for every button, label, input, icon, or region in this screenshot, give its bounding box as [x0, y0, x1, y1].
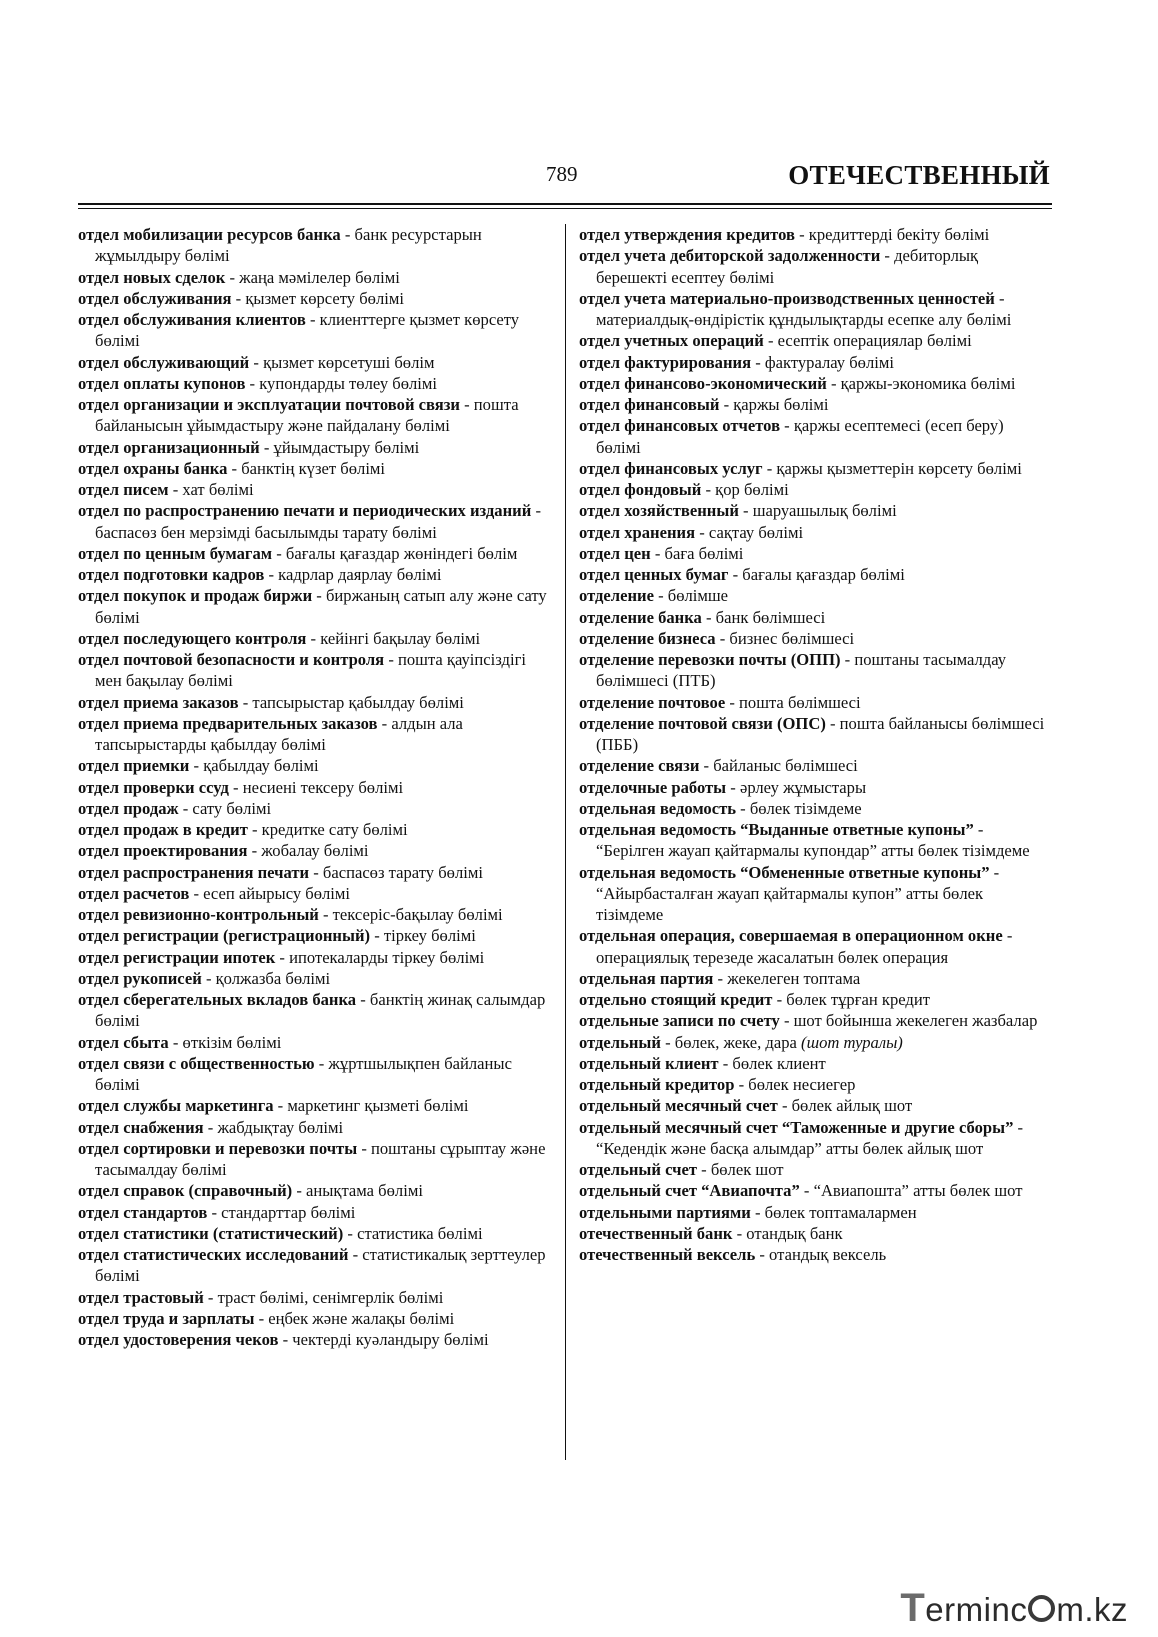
dictionary-entry: [78, 479, 554, 500]
entry-definition: - тексеріс-бақылау бөлімі: [318, 905, 503, 924]
entry-definition: - жекелеген топтама: [713, 968, 861, 988]
entry-note: (шот туралы): [801, 1032, 903, 1052]
dictionary-entry: [579, 1053, 1047, 1074]
dictionary-entry: [579, 330, 1047, 351]
entry-definition: - пошта байланысы бөлімшесі (ПББ): [596, 713, 1045, 754]
entry-definition: - кредитке сату бөлімі: [247, 820, 408, 839]
entry-definition: - банк бөлімшесі: [701, 607, 826, 627]
entry-definition: - купондарды төлеу бөлімі: [245, 373, 438, 393]
entry-term: отдельный: [579, 1032, 661, 1052]
entry-term: отдел приемки: [78, 756, 190, 776]
entry-term: отдел трастовый: [78, 1287, 204, 1307]
entry-term: отдел писем: [78, 480, 169, 499]
entry-definition: - дебиторлық берешекті есептеу бөлімі: [596, 246, 979, 287]
entry-term: отдел покупок и продаж биржи: [78, 586, 313, 606]
entry-definition: - бөлек тізімдеме: [736, 798, 862, 818]
entry-term: отдельными партиями: [579, 1202, 751, 1222]
entry-definition: - кадрлар даярлау бөлімі: [264, 565, 442, 584]
logo-text-ermin: ermin: [925, 1591, 1011, 1628]
entry-term: отделение банка: [579, 607, 702, 627]
entry-term: отделочные работы: [579, 777, 727, 797]
entry-term: отдел справок (справочный): [78, 1181, 293, 1201]
entry-definition: - қаржы есептемесі (есеп беру) бөлімі: [596, 416, 1004, 457]
dictionary-entry: [78, 543, 554, 564]
entry-definition: - банктің жинақ салымдар бөлімі: [95, 990, 546, 1031]
dictionary-entry: [579, 777, 1047, 798]
dictionary-entry: [579, 394, 1047, 415]
entry-definition: - қор бөлімі: [701, 480, 789, 499]
entry-definition: - кейінгі бақылау бөлімі: [306, 628, 481, 648]
entry-definition: - чектерді куәландыру бөлімі: [278, 1330, 489, 1349]
dictionary-entry: [579, 1032, 1047, 1053]
entry-definition: - отандық банк: [732, 1223, 843, 1243]
entry-definition: - тіркеу бөлімі: [370, 926, 476, 946]
entry-definition: - ипотекаларды тіркеу бөлімі: [275, 947, 485, 967]
dictionary-entry: [579, 819, 1047, 862]
entry-term: отдел проверки ссуд: [78, 777, 229, 797]
entry-definition: - қызмет көрсетуші бөлім: [249, 352, 435, 372]
entry-definition: - бөлек несиегер: [734, 1075, 856, 1094]
dictionary-entry: [78, 755, 554, 776]
logo-text-mkz: m.kz: [1056, 1591, 1128, 1628]
dictionary-entry: [579, 649, 1047, 692]
entry-definition: - бөлек топтамалармен: [750, 1202, 917, 1222]
dictionary-entry: [78, 1244, 554, 1287]
entry-definition: - баға бөлімі: [650, 543, 744, 563]
entry-term: отдельный клиент: [579, 1053, 719, 1073]
entry-definition: - шаруашылық бөлімі: [738, 501, 897, 521]
dictionary-entry: [78, 777, 554, 798]
dictionary-entry: [579, 245, 1047, 288]
dictionary-entry: [579, 479, 1047, 500]
entry-definition: - пошта қауіпсіздігі мен бақылау бөлімі: [95, 650, 526, 691]
entry-definition: - жабдықтау бөлімі: [203, 1117, 344, 1137]
entry-definition: - қаржы қызметтерін көрсету бөлімі: [762, 458, 1022, 478]
entry-term: отдел хозяйственный: [579, 501, 739, 521]
dictionary-entry: [78, 1202, 554, 1223]
entry-term: отдел мобилизации ресурсов банка: [78, 225, 341, 244]
dictionary-entry: [78, 500, 554, 543]
entry-term: отдельная ведомость: [579, 798, 736, 818]
entry-term: отдел распространения печати: [78, 862, 310, 882]
entry-term: отдел хранения: [579, 522, 696, 542]
entry-term: отдельный месячный счет “Таможенные и другие сборы”: [579, 1117, 1014, 1137]
dictionary-entry: [579, 713, 1047, 756]
entry-term: отдельный счет “Авиапочта”: [579, 1181, 800, 1201]
entry-definition: - бөлек шот: [697, 1160, 784, 1179]
entry-definition: - өткізім бөлімі: [168, 1032, 282, 1052]
entry-term: отдел удостоверения чеков: [78, 1330, 279, 1349]
dictionary-entry: [579, 1095, 1047, 1116]
entry-definition: - поштаны тасымалдау бөлімшесі (ПТБ): [596, 650, 1007, 691]
entry-definition: - биржаның сатып алу және сату бөлімі: [95, 586, 547, 627]
entry-term: отдел цен: [579, 543, 651, 563]
entry-definition: - қызмет көрсету бөлімі: [231, 288, 404, 308]
entry-definition: - кредиттерді бекіту бөлімі: [794, 225, 990, 244]
entry-definition: - шот бойынша жекелеген жазбалар: [779, 1011, 1038, 1031]
dictionary-entry: [78, 1329, 554, 1350]
right-column: [579, 224, 1047, 1265]
dictionary-entry: [78, 862, 554, 883]
entry-definition: - анықтама бөлімі: [292, 1181, 423, 1201]
dictionary-entry: [579, 607, 1047, 628]
entry-term: отечественный банк: [579, 1223, 733, 1243]
entry-term: отдел по ценным бумагам: [78, 543, 273, 563]
entry-definition: - бөлек клиент: [718, 1053, 826, 1073]
entry-term: отдельная операция, совершаемая в операционном окне: [579, 926, 1003, 946]
logo-text-c: c: [1010, 1591, 1028, 1628]
dictionary-entry: [579, 1223, 1047, 1244]
entry-term: отдел приема заказов: [78, 692, 239, 712]
entry-term: отдел охраны банка: [78, 458, 228, 478]
page-number: 789: [546, 162, 578, 186]
entry-term: отдел почтовой безопасности и контроля: [78, 650, 385, 669]
dictionary-entry: [78, 267, 554, 288]
entry-definition: - бизнес бөлімшесі: [715, 628, 855, 648]
dictionary-entry: [78, 692, 554, 713]
entry-definition: - статистикалық зерттеулер бөлімі: [95, 1245, 546, 1286]
entry-term: отдельная партия: [579, 968, 714, 988]
entry-term: отдельный месячный счет: [579, 1096, 778, 1116]
entry-term: отдельная ведомость “Выданные ответные купоны”: [579, 820, 974, 839]
entry-term: отечественный вексель: [579, 1245, 756, 1264]
entry-term: отдел учета материально-производственных ценностей: [579, 288, 995, 308]
entry-term: отдел последующего контроля: [78, 628, 307, 648]
logo-letter-t: T: [900, 1586, 926, 1630]
entry-definition: - баспасөз бен мерзімді басылымды тарату бөлімі: [95, 501, 541, 542]
dictionary-entry: [579, 1074, 1047, 1095]
dictionary-entry: [579, 692, 1047, 713]
dictionary-entry: [78, 352, 554, 373]
entry-definition: - “Кедендік және басқа алымдар” атты бөлек айлық шот: [596, 1117, 1024, 1158]
entry-definition: - пошта байланысын ұйымдастыру және пайдалану бөлімі: [95, 395, 519, 436]
entry-term: отдел подготовки кадров: [78, 565, 265, 584]
dictionary-entry: [579, 1117, 1047, 1160]
dictionary-entry: [579, 628, 1047, 649]
dictionary-entry: [78, 1138, 554, 1181]
header-rule-thick: [78, 203, 1052, 205]
dictionary-entry: [78, 713, 554, 756]
entry-term: отдел сортировки и перевозки почты: [78, 1138, 358, 1158]
dictionary-entry: [78, 1095, 554, 1116]
dictionary-entry: [78, 649, 554, 692]
entry-definition: - есептік операциялар бөлімі: [763, 331, 972, 351]
dictionary-entry: [78, 564, 554, 585]
dictionary-entry: [78, 1053, 554, 1096]
dictionary-entry: [579, 352, 1047, 373]
dictionary-entry: [579, 1159, 1047, 1180]
dictionary-entry: [579, 925, 1047, 968]
entry-term: отделение бизнеса: [579, 628, 716, 648]
entry-definition: - сақтау бөлімі: [695, 522, 804, 542]
entry-definition: - банктің күзет бөлімі: [227, 458, 386, 478]
entry-term: отдел финансово-экономический: [579, 373, 827, 393]
dictionary-entry: [78, 1032, 554, 1053]
entry-definition: - бөлек тұрған кредит: [772, 990, 930, 1009]
entry-term: отдельно стоящий кредит: [579, 990, 773, 1009]
entry-term: отдел учета дебиторской задолженности: [579, 246, 881, 266]
entry-term: отдел новых сделок: [78, 267, 226, 287]
dictionary-entry: [78, 224, 554, 267]
dictionary-entry: [78, 394, 554, 437]
dictionary-entry: [579, 543, 1047, 564]
entry-definition: - хат бөлімі: [168, 480, 254, 499]
dictionary-entry: [78, 947, 554, 968]
dictionary-entry: [78, 883, 554, 904]
dictionary-entry: [78, 628, 554, 649]
entry-definition: - бағалы қағаздар бөлімі: [728, 565, 905, 584]
entry-definition: - бөлек айлық шот: [777, 1096, 913, 1116]
entry-definition: - клиенттерге қызмет көрсету бөлімі: [95, 310, 520, 351]
running-head: ОТЕЧЕСТВЕННЫЙ: [788, 160, 1050, 190]
entry-term: отделение связи: [579, 756, 700, 776]
entry-term: отдел приема предварительных заказов: [78, 713, 378, 733]
entry-term: отдел ревизионно-контрольный: [78, 905, 319, 924]
entry-term: отдел финансовых услуг: [579, 458, 763, 478]
dictionary-entry: [78, 1287, 554, 1308]
entry-definition: - банк ресурстарын жұмылдыру бөлімі: [95, 225, 482, 266]
entry-term: отделение перевозки почты (ОПП): [579, 650, 841, 669]
dictionary-entry: [78, 925, 554, 946]
entry-definition: - “Берілген жауап қайтармалы купондар” атты бөлек тізімдеме: [596, 820, 1030, 861]
entry-term: отдельный счет: [579, 1160, 697, 1179]
entry-definition: - бөлек, жеке, дара: [660, 1032, 802, 1052]
entry-term: отдел статистики (статистический): [78, 1223, 344, 1243]
dictionary-entry: [579, 500, 1047, 521]
entry-term: отдел стандартов: [78, 1202, 208, 1222]
entry-definition: - бағалы қағаздар жөніндегі бөлім: [272, 543, 518, 563]
dictionary-entry: [78, 585, 554, 628]
dictionary-entry: [78, 288, 554, 309]
dictionary-entry: [579, 989, 1047, 1010]
entry-definition: - қаржы-экономика бөлімі: [826, 373, 1016, 393]
entry-definition: - операциялық терезеде жасалатын бөлек операция: [596, 926, 1013, 967]
entry-definition: - есеп айырысу бөлімі: [189, 883, 351, 903]
dictionary-entry: [579, 415, 1047, 458]
entry-definition: - материалдық-өндірістік құндылықтарды есепке алу бөлімі: [596, 288, 1012, 329]
entry-definition: - қаржы бөлімі: [719, 395, 829, 414]
entry-term: отдел обслуживающий: [78, 352, 250, 372]
dictionary-entry: [78, 373, 554, 394]
entry-term: отдел финансовых отчетов: [579, 416, 781, 436]
column-divider: [565, 224, 566, 1460]
entry-term: отдел труда и зарплаты: [78, 1308, 255, 1328]
dictionary-entry: [579, 755, 1047, 776]
entry-term: отдел ценных бумаг: [579, 565, 729, 584]
entry-definition: - тапсырыстар қабылдау бөлімі: [238, 692, 464, 712]
entry-definition: - несиені тексеру бөлімі: [228, 777, 404, 797]
dictionary-entry: [78, 309, 554, 352]
dictionary-entry: [579, 1202, 1047, 1223]
dictionary-entry: [579, 862, 1047, 926]
dictionary-entry: [579, 1010, 1047, 1031]
site-logo: [900, 1586, 1128, 1631]
dictionary-entry: [579, 288, 1047, 331]
dictionary-entry: [579, 458, 1047, 479]
entry-term: отдел организационный: [78, 437, 260, 457]
dictionary-entry: [579, 968, 1047, 989]
entry-term: отдел сберегательных вкладов банка: [78, 990, 357, 1009]
entry-definition: - жаңа мәмілелер бөлімі: [225, 267, 400, 287]
entry-definition: - “Авиапошта” атты бөлек шот: [799, 1181, 1023, 1201]
entry-definition: - жұртшылықпен байланыс бөлімі: [95, 1053, 512, 1094]
entry-definition: - “Айырбасталған жауап қайтармалы купон” атты бөлек тізімдеме: [596, 862, 1000, 924]
dictionary-entry: [579, 1244, 1047, 1265]
entry-term: отдел учетных операций: [579, 331, 764, 351]
entry-term: отдел утверждения кредитов: [579, 225, 795, 244]
entry-definition: - жобалау бөлімі: [247, 841, 369, 861]
dictionary-entry: [78, 968, 554, 989]
entry-term: отдел продаж: [78, 798, 179, 818]
entry-definition: - статистика бөлімі: [343, 1223, 483, 1243]
entry-term: отдел фондовый: [579, 480, 702, 499]
dictionary-entry: [78, 840, 554, 861]
entry-definition: - пошта бөлімшесі: [725, 692, 861, 712]
dictionary-entry: [78, 819, 554, 840]
entry-term: отделение почтовой связи (ОПС): [579, 713, 826, 733]
entry-term: отдельные записи по счету: [579, 1011, 780, 1031]
entry-term: отдел сбыта: [78, 1032, 169, 1052]
entry-term: отдел статистических исследований: [78, 1245, 349, 1264]
entry-term: отдел организации и эксплуатации почтовой связи: [78, 395, 460, 414]
entry-definition: - алдын ала тапсырыстарды қабылдау бөлімі: [95, 713, 463, 754]
entry-term: отдел рукописей: [78, 968, 202, 988]
dictionary-entry: [579, 224, 1047, 245]
dictionary-entry: [78, 458, 554, 479]
entry-definition: - әрлеу жұмыстары: [726, 777, 867, 797]
dictionary-entry: [579, 522, 1047, 543]
entry-definition: - еңбек және жалақы бөлімі: [254, 1308, 455, 1328]
entry-definition: - баспасөз тарату бөлімі: [309, 862, 483, 882]
entry-definition: - қабылдау бөлімі: [189, 756, 319, 776]
entry-term: отдел продаж в кредит: [78, 820, 248, 839]
entry-term: отдел оплаты купонов: [78, 373, 246, 393]
entry-term: отдел фактурирования: [579, 352, 752, 372]
left-column: [78, 224, 554, 1350]
entry-definition: - поштаны сұрыптау және тасымалдау бөлімі: [95, 1138, 546, 1179]
entry-definition: - сату бөлімі: [178, 798, 272, 818]
entry-term: отдел регистрации ипотек: [78, 947, 276, 967]
header-rule-thin: [78, 208, 1052, 209]
entry-definition: - бөлімше: [653, 586, 729, 606]
dictionary-entry: [78, 1180, 554, 1201]
entry-term: отдел регистрации (регистрационный): [78, 926, 371, 946]
entry-term: отдел обслуживания клиентов: [78, 310, 306, 329]
logo-ring-icon: [1028, 1595, 1055, 1622]
entry-term: отдел обслуживания: [78, 288, 232, 308]
entry-definition: - қолжазба бөлімі: [201, 968, 331, 988]
dictionary-entry: [78, 989, 554, 1032]
dictionary-entry: [579, 564, 1047, 585]
entry-term: отдел снабжения: [78, 1117, 204, 1137]
dictionary-entry: [78, 437, 554, 458]
entry-definition: - фактуралау бөлімі: [751, 352, 894, 372]
dictionary-entry: [78, 1223, 554, 1244]
dictionary-entry: [78, 1308, 554, 1329]
dictionary-entry: [579, 798, 1047, 819]
entry-term: отдел связи с общественностью: [78, 1053, 315, 1073]
entry-term: отдел по распространению печати и периодических изданий: [78, 501, 532, 521]
entry-term: отдел службы маркетинга: [78, 1096, 274, 1116]
entry-definition: - байланыс бөлімшесі: [699, 756, 858, 776]
entry-term: отделение: [579, 586, 654, 606]
entry-definition: - отандық вексель: [755, 1245, 887, 1264]
entry-definition: - маркетинг қызметі бөлімі: [273, 1096, 469, 1116]
dictionary-entry: [78, 904, 554, 925]
dictionary-entry: [579, 373, 1047, 394]
entry-term: отделение почтовое: [579, 692, 726, 712]
entry-term: отдел финансовый: [579, 395, 720, 414]
dictionary-entry: [78, 798, 554, 819]
entry-definition: - ұйымдастыру бөлімі: [259, 437, 420, 457]
entry-term: отдел проектирования: [78, 841, 248, 861]
entry-term: отдельная ведомость “Обмененные ответные купоны”: [579, 862, 990, 882]
entry-term: отдел расчетов: [78, 883, 190, 903]
dictionary-entry: [579, 585, 1047, 606]
entry-definition: - стандарттар бөлімі: [207, 1202, 356, 1222]
dictionary-entry: [579, 1180, 1047, 1201]
entry-term: отдельный кредитор: [579, 1075, 735, 1094]
entry-definition: - траст бөлімі, сенімгерлік бөлімі: [203, 1287, 444, 1307]
dictionary-entry: [78, 1117, 554, 1138]
